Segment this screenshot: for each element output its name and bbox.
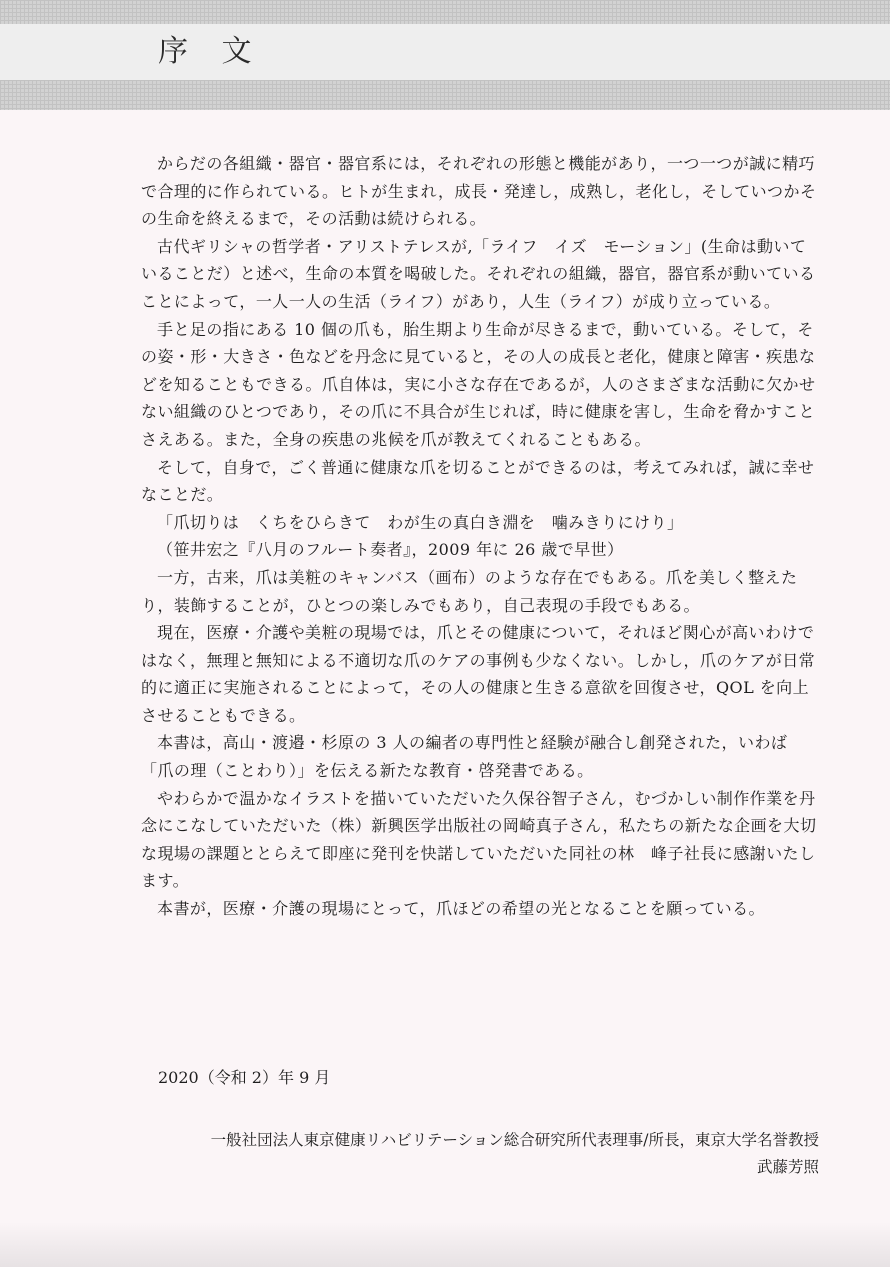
paragraph: からだの各組織・器官・器官系には，それぞれの形態と機能があり，一つ一つが誠に精巧で合理的に作られている。ヒトが生まれ，成長・発達し，成熟し，老化し，そしていつかその生命を終えるまで，その活動は続けられる。	[141, 154, 817, 229]
author-name: 武藤芳照	[756, 1158, 819, 1176]
closing-paragraph: 本書が，医療・介護の現場にとって，爪ほどの希望の光となることを願っている。	[157, 899, 766, 919]
signature-date: 2020（令和 2）年 9 月	[158, 1068, 331, 1087]
paragraph: 古代ギリシャの哲学者・アリストテレスが,「ライフ イズ モーション」(生命は動いていることだ）と述べ，生命の本質を喝破した。それぞれの組織，器官，器官系が動いていることによって，一人一人の生活（ライフ）があり，人生（ライフ）が成り立っている。	[141, 236, 816, 311]
paragraph: 本書は，高山・渡邉・杉原の 3 人の編者の専門性と経験が融合し創発された，いわば「爪の理（ことわり）」を伝える新たな教育・啓発書である。	[141, 733, 788, 781]
page-title: 序 文	[158, 34, 264, 69]
poem-quote: 「爪切りは くちをひらきて わが生の真白き淵を 噛みきりにけり」	[157, 512, 684, 532]
poem-citation: （笹井宏之『八月のフルート奏者』，2009 年に 26 歳で早世）	[157, 540, 624, 560]
paragraph: そして，自身で，ごく普通に健康な爪を切ることができるのは，考えてみれば，誠に幸せなことだ。	[141, 457, 815, 505]
paragraph: 一方，古来，爪は美粧のキャンバス（画布）のような存在でもある。爪を美しく整えたり，装飾することが，ひとつの楽しみでもあり，自己表現の手段でもある。	[141, 567, 798, 615]
page-bottom-shade	[0, 1222, 890, 1267]
paragraph: 手と足の指にある 10 個の爪も，胎生期より生命が尽きるまで，動いている。そして，その姿・形・大きさ・色などを丹念に見ていると，その人の成長と老化，健康と障害・疾患などを知ることもできる。爪自体は，実に小さな存在であるが，人のさまざまな活動に欠かせない組織のひとつであり，その爪に不具合が生じれば，時に健康を害し，生命を脅かすことさえある。また，全身の疾患の兆候を爪が教えてくれることもある。	[141, 319, 816, 449]
author-affiliation: 一般社団法人東京健康リハビリテーション総合研究所代表理事/所長，東京大学名誉教授	[210, 1131, 819, 1149]
header-title-bar	[0, 24, 890, 80]
acknowledgements-paragraph: やわらかで温かなイラストを描いていただいた久保谷智子さん，むづかしい制作作業を丹念にこなしていただいた（株）新興医学出版社の岡崎真子さん，私たちの新たな企画を大切な現場の課題ととらえて即座に発刊を快諾していただいた同社の林 峰子社長に感謝いたします。	[141, 788, 817, 891]
preface-body	[141, 150, 819, 923]
paragraph: 現在，医療・介護や美粧の現場では，爪とその健康について，それほど関心が高いわけではなく，無理と無知による不適切な爪のケアの事例も少なくない。しかし，爪のケアが日常的に適正に実施されることによって，その人の健康と生きる意欲を回復させ，QOL を向上させることもできる。	[141, 623, 816, 725]
